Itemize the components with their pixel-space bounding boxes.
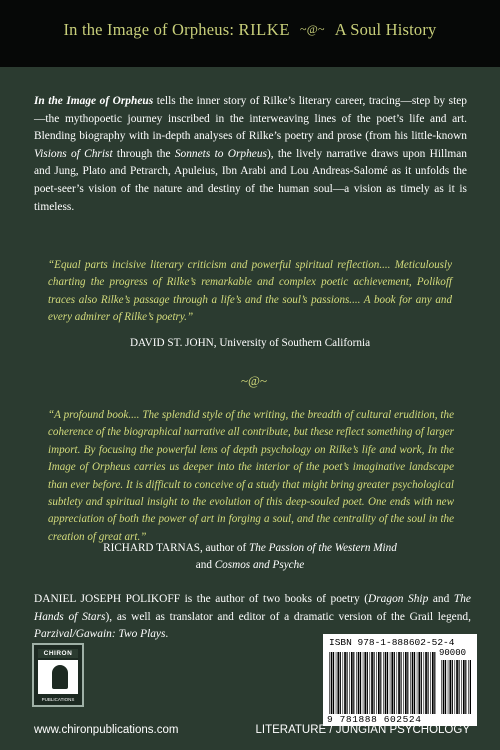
logo-wordmark: CHIRON	[38, 649, 78, 658]
author-name: DANIEL JOSEPH POLIKOFF	[34, 593, 181, 605]
logo-emblem-icon	[38, 660, 78, 694]
blurb-attribution-1: DAVID ST. JOHN, University of Southern California	[129, 337, 371, 349]
header-title-main: In the Image of Orpheus:	[63, 20, 239, 39]
blurb-quote-1: “Equal parts incisive literary criticism and powerful spiritual reflection.... Meticulously charting the progress of Rilke’s remarkable and complex poetic achievement, Polikoff traces also Rilke’s passage through a life’s and the soul’s passions.... A book for any and every admirer of Rilke’s poetry.”	[48, 259, 452, 324]
blurb-quote-2: “A profound book.... The splendid style of the writing, the breadth of cultural erudition, the coherence of the biographical narrative all contribute, but these reflect something of larger import. By focusing the powerful lens of depth psychology on Rilke’s life and work, In the Image of Orpheus carries us deeper into the interior of the poet’s imaginative landscape than ever before. It is difficult to conceive of a study that might bring greater psychological subtlety and spiritual insight to the evolution of this deep-souled poet. One ends with new appreciation of both the power of art in forging a soul, and the centrality of the soul in the creation of great art.”	[48, 409, 454, 543]
header-title-rilke: RILKE	[238, 20, 291, 39]
publisher-url: www.chironpublications.com	[34, 724, 179, 736]
price-addon: 90000	[439, 648, 467, 658]
publisher-logo	[32, 643, 84, 707]
barcode-number: 9 781888 602524	[327, 714, 422, 725]
divider-ornament-icon: ~@~	[241, 373, 268, 388]
header-subtitle: A Soul History	[334, 20, 437, 39]
isbn-label: ISBN 978-1-888602-52-4	[329, 637, 455, 648]
header-title	[0, 20, 500, 40]
ornament-icon: ~@~	[300, 22, 325, 36]
book-category: LITERATURE / JUNGIAN PSYCHOLOGY	[255, 724, 470, 736]
author-bio: DANIEL JOSEPH POLIKOFF is the author of two books of poetry (Dragon Ship and The Hands of Stars), as well as translator and editor of a dramatic version of the Grail legend, Parzival/Gawain: Two Plays.	[34, 593, 471, 641]
addon-bars-icon	[441, 660, 471, 714]
barcode	[323, 634, 477, 726]
barcode-bars-icon	[329, 652, 437, 714]
description-lead-title: In the Image of Orpheus	[34, 95, 154, 107]
logo-subtext: PUBLICATIONS	[41, 697, 75, 702]
blurb-attribution-2: RICHARD TARNAS, author of The Passion of the Western Mind and Cosmos and Psyche	[103, 542, 397, 571]
header-band	[0, 0, 500, 67]
book-description: In the Image of Orpheus tells the inner story of Rilke’s literary career, tracing—step by step—the mythopoetic journey inscribed in the interweaving lines of the poet’s life and art. Blending biography with in-depth analyses of Rilke’s poetry and prose (from his little-known Visions of Christ through the Sonnets to Orpheus), the lively narrative draws upon Hillman and Jung, Plato and Petrarch, Apuleius, Ibn Arabi and Lou Andreas-Salomé as it unfolds the poet-seer’s vision of the nature and destiny of the human soul—a vision as timely as it is timeless.	[34, 95, 467, 213]
